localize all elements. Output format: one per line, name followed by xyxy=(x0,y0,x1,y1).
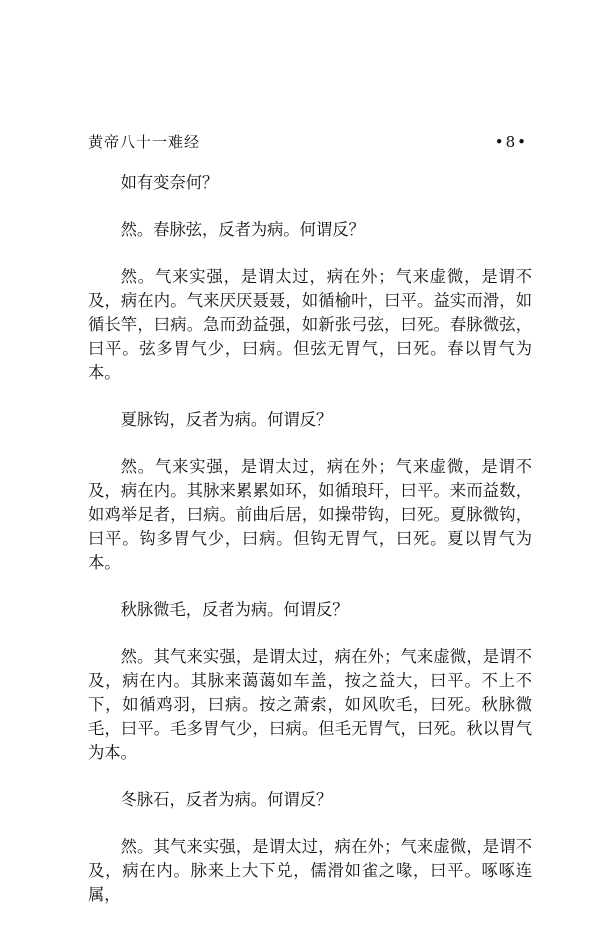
paragraph-summer-question: 夏脉钩，反者为病。何谓反？ xyxy=(120,410,333,429)
running-header xyxy=(88,131,528,153)
paragraph-winter-answer: 然。其气来实强，是谓太过，病在外；气来虚微，是谓不及，病在内。脉来上大下兑，儒滑如雀之喙，曰平。啄啄连属， xyxy=(88,837,532,904)
page-number: •8• xyxy=(494,133,528,151)
paragraph-summer-answer: 然。气来实强，是谓太过，病在外；气来虚微，是谓不及，病在内。其脉来累累如环，如循琅玕，曰平。来而益数，如鸡举足者，曰病。前曲后居，如操带钩，曰死。夏脉微钩，曰平。钩多胃气少，曰病。但钩无胃气，曰死。夏以胃气为本。 xyxy=(88,457,532,572)
paragraph-spring-question: 然。春脉弦，反者为病。何谓反？ xyxy=(120,220,365,239)
book-title: 黄帝八十一难经 xyxy=(88,133,201,151)
paragraph-autumn-question: 秋脉微毛，反者为病。何谓反？ xyxy=(120,600,349,619)
paragraph-question: 如有变奈何？ xyxy=(120,173,219,192)
body-text xyxy=(88,171,532,930)
paragraph-autumn-answer: 然。其气来实强，是谓太过，病在外；气来虚微，是谓不及，病在内。其脉来蔼蔼如车盖，按之益大，曰平。不上不下，如循鸡羽，曰病。按之萧索，如风吹毛，曰死。秋脉微毛，曰平。毛多胃气少，曰病。但毛无胃气，曰死。秋以胃气为本。 xyxy=(88,647,532,762)
paragraph-winter-question: 冬脉石，反者为病。何谓反？ xyxy=(120,790,333,809)
paragraph-spring-answer: 然。气来实强，是谓太过，病在外；气来虚微，是谓不及，病在内。气来厌厌聂聂，如循榆叶，曰平。益实而滑，如循长竿，曰病。急而劲益强，如新张弓弦，曰死。春脉微弦，曰平。弦多胃气少，曰病。但弦无胃气，曰死。春以胃气为本。 xyxy=(88,267,532,382)
